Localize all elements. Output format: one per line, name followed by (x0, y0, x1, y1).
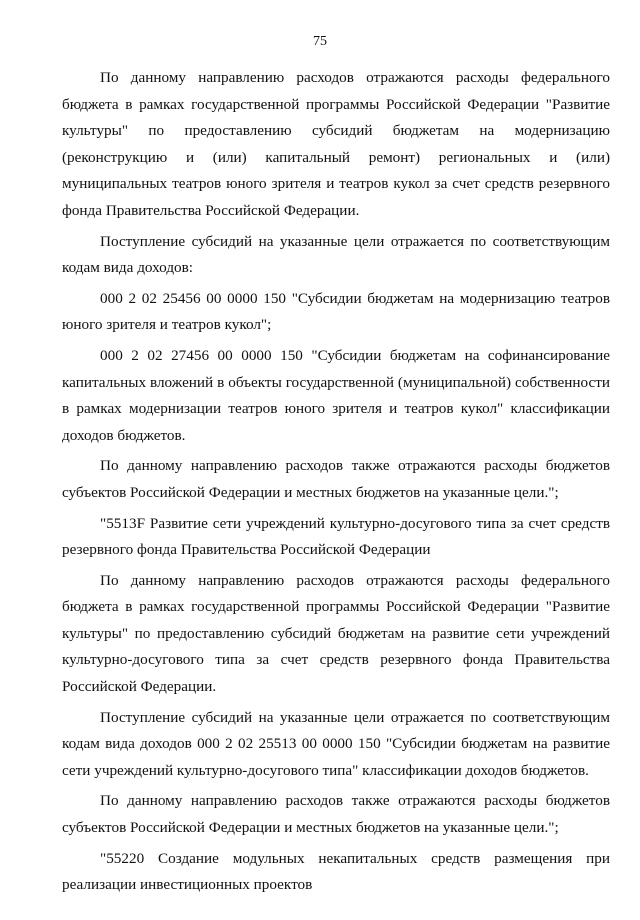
paragraph-10: "55220 Создание модульных некапитальных средств размещения при реализации инвестиционных проектов (62, 849, 610, 894)
paragraph-6: "5513F Развитие сети учреждений культурно-досугового типа за счет средств резервного фонда Правительства Российской Федерации (62, 514, 610, 559)
paragraph-9: По данному направлению расходов также отражаются расходы бюджетов субъектов Российской Федерации и местных бюджетов на указанные цели."; (62, 792, 610, 837)
paragraph-4: 000 2 02 27456 00 0000 150 "Субсидии бюджетам на софинансирование капитальных вложений в объекты государственной (муниципальной) собственности в рамках модернизации театров юного зрителя и театров кукол" классификации доходов бюджетов. (62, 346, 610, 444)
paragraph-1: По данному направлению расходов отражаются расходы федерального бюджета в рамках государственной программы Российской Федерации "Развитие культуры" по предоставлению субсидий бюджетам на модернизацию (реконструкцию и (или) капитальный ремонт) региональных и (или) муниципальных театров юного зрителя и театров кукол за счет средств резервного фонда Правительства Российской Федерации. (62, 69, 610, 219)
paragraph-2: Поступление субсидий на указанные цели отражается по соответствующим кодам вида доходов: (62, 232, 610, 277)
document-body (62, 65, 610, 903)
paragraph-7: По данному направлению расходов отражаются расходы федерального бюджета в рамках государственной программы Российской Федерации "Развитие культуры" по предоставлению субсидий бюджетам на развитие сети учреждений культурно-досугового типа за счет средств резервного фонда Правительства Российской Федерации. (62, 571, 610, 696)
paragraph-3: 000 2 02 25456 00 0000 150 "Субсидии бюджетам на модернизацию театров юного зрителя и театров кукол"; (62, 289, 610, 334)
paragraph-5: По данному направлению расходов также отражаются расходы бюджетов субъектов Российской Федерации и местных бюджетов на указанные цели."; (62, 457, 610, 501)
paragraph-8: Поступление субсидий на указанные цели отражается по соответствующим кодам вида доходов 000 2 02 25513 00 0000 150 "Субсидии бюджетам на развитие сети учреждений культурно-досугового типа" классификации доходов бюджетов. (62, 708, 610, 779)
page-number: 75 (313, 34, 327, 49)
